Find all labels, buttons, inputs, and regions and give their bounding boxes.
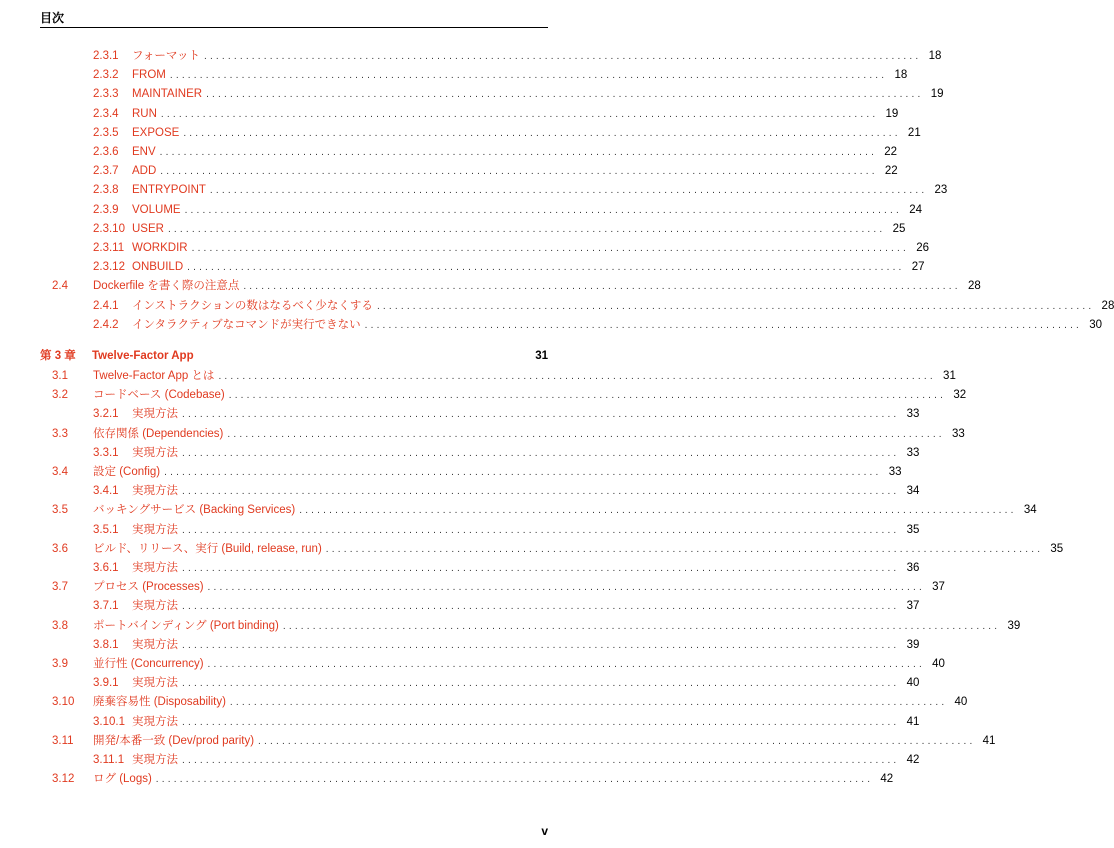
page-number: v — [541, 824, 548, 838]
toc-page-number: 39 — [906, 638, 920, 651]
toc-number: 2.3.1 — [93, 50, 119, 62]
toc-title: 並行性 (Concurrency) — [93, 658, 204, 670]
toc-page-number: 22 — [884, 146, 898, 158]
toc-subsection[interactable] — [93, 48, 942, 65]
toc-subsection[interactable] — [93, 560, 920, 577]
page-title: 目次 — [40, 11, 65, 25]
dot-leader: ........................................................................................................................ — [206, 89, 924, 101]
dot-leader: ........................................................................................................................ — [364, 319, 1083, 331]
toc-title: インタラクティブなコマンドが実行できない — [132, 318, 361, 331]
toc-title: ENV — [132, 146, 156, 158]
toc-subsection[interactable] — [93, 637, 920, 654]
toc-subsection[interactable] — [93, 144, 898, 161]
toc-number: 2.4.1 — [93, 299, 119, 312]
toc-page-number: 25 — [892, 222, 906, 235]
toc-title: バッキングサービス (Backing Services) — [93, 504, 296, 517]
toc-number: 3.5 — [52, 504, 68, 517]
toc-title: 実現方法 — [132, 638, 178, 651]
toc-subsection[interactable] — [93, 714, 920, 731]
toc-page-number: 31 — [535, 350, 548, 362]
toc-section[interactable] — [52, 368, 956, 385]
dot-leader: ........................................................................................................................ — [159, 147, 878, 158]
dot-leader: ........................................................................................................................ — [182, 601, 900, 613]
toc-subsection[interactable] — [93, 317, 1103, 334]
toc-page-number: 19 — [930, 88, 944, 101]
toc-number: 3.10 — [52, 696, 75, 709]
toc-number: 2.4.2 — [93, 318, 119, 331]
dot-leader: ........................................................................................................................ — [218, 371, 936, 382]
toc-section[interactable] — [52, 464, 902, 481]
toc-number: 3.2 — [52, 389, 68, 402]
toc-page-number: 37 — [906, 600, 920, 613]
toc-page-number: 35 — [906, 523, 920, 536]
toc-title: Twelve-Factor App — [92, 350, 194, 362]
toc-section[interactable] — [52, 541, 1064, 558]
dot-leader: ........................................................................................................................ — [258, 735, 976, 747]
toc-number: 2.3.4 — [93, 107, 119, 120]
toc-subsection[interactable] — [93, 163, 898, 180]
dot-leader: ........................................................................................................................ — [182, 447, 900, 459]
toc-title: VOLUME — [132, 203, 181, 216]
toc-page-number: 36 — [906, 562, 920, 574]
toc-number: 3.4.1 — [93, 485, 119, 498]
toc-page-number: 33 — [906, 408, 920, 421]
toc-number: 2.3.3 — [93, 88, 119, 101]
toc-subsection[interactable] — [93, 259, 925, 276]
toc-number: 3.6 — [52, 542, 68, 555]
toc-number: 3.8 — [52, 619, 68, 632]
toc-title: インストラクションの数はなるべく少なくする — [132, 299, 373, 312]
toc-section[interactable] — [52, 771, 894, 788]
toc-number: 3.5.1 — [93, 523, 119, 536]
toc-page-number: 23 — [934, 184, 948, 197]
toc-subsection[interactable] — [93, 522, 920, 539]
toc-page-number: 40 — [906, 677, 920, 690]
toc-title: 依存関係 (Dependencies) — [93, 427, 224, 440]
toc-chapter[interactable] — [40, 348, 548, 365]
toc-title: 実現方法 — [132, 715, 178, 728]
toc-section[interactable] — [52, 502, 1037, 519]
toc-title: USER — [132, 222, 164, 235]
toc-subsection[interactable] — [93, 125, 921, 142]
dot-leader: ........................................................................................................................ — [164, 467, 882, 478]
toc-page-number: 31 — [943, 370, 956, 382]
toc-page-number: 28 — [1101, 299, 1114, 312]
toc-page-number: 18 — [928, 50, 942, 62]
dot-leader: ........................................................................................................................ — [155, 774, 874, 786]
dot-leader: ........................................................................................................................ — [376, 300, 1095, 312]
toc-page-number: 42 — [880, 773, 894, 786]
toc-page-number: 35 — [1050, 542, 1064, 555]
toc-page-number: 40 — [932, 658, 945, 670]
dot-leader: ........................................................................................................................ — [183, 127, 901, 139]
toc-page-number: 42 — [906, 754, 920, 766]
toc-page-number: 21 — [907, 126, 921, 139]
toc-page-number: 41 — [906, 715, 920, 728]
toc-title: 実現方法 — [132, 446, 178, 459]
toc-page-number: 18 — [894, 69, 908, 82]
toc-subsection[interactable] — [93, 483, 920, 500]
toc-section[interactable] — [52, 579, 945, 596]
toc-page-number: 27 — [911, 261, 925, 274]
dot-leader: ........................................................................................................................ — [182, 678, 900, 690]
toc-page-number: 33 — [952, 427, 965, 440]
dot-leader: ........................................................................................................................ — [209, 185, 928, 197]
dot-leader: ........................................................................................................................ — [182, 409, 900, 421]
toc-subsection[interactable] — [93, 221, 906, 238]
toc-page-number: 28 — [967, 280, 981, 293]
dot-leader: ........................................................................................................................ — [229, 697, 948, 709]
toc-section[interactable] — [52, 278, 981, 295]
toc-page-number: 37 — [932, 581, 945, 594]
toc-page-number: 39 — [1007, 619, 1021, 632]
toc-number: 2.3.7 — [93, 165, 119, 178]
toc-subsection[interactable] — [93, 86, 944, 103]
dot-leader: ........................................................................................................................ — [182, 524, 900, 536]
toc-section[interactable] — [52, 618, 1021, 635]
dot-leader: ........................................................................................................................ — [191, 243, 909, 254]
toc-title: Dockerfile を書く際の注意点 — [93, 280, 240, 293]
dot-leader: ........................................................................................................................ — [207, 659, 925, 670]
toc-number: 3.11.1 — [93, 754, 125, 766]
toc-number: 3.12 — [52, 773, 75, 786]
toc-title: 廃棄容易性 (Disposability) — [93, 696, 226, 709]
toc-number: 2.4 — [52, 280, 68, 293]
dot-leader: ........................................................................................................................ — [243, 281, 961, 293]
toc-title: ポートバインディング (Port binding) — [93, 619, 279, 632]
toc-page-number: 40 — [954, 696, 968, 709]
toc-number: 2.3.8 — [93, 184, 119, 197]
toc-page-number: 22 — [884, 165, 898, 178]
toc-title: RUN — [132, 107, 157, 120]
toc-subsection[interactable] — [93, 67, 908, 84]
dot-leader: ........................................................................................................................ — [203, 51, 922, 62]
toc-number: 3.7 — [52, 581, 68, 594]
toc-page-number: 33 — [906, 446, 920, 459]
toc-number: 3.6.1 — [93, 562, 119, 574]
toc-subsection[interactable] — [93, 598, 920, 615]
toc-title: 開発/本番一致 (Dev/prod parity) — [93, 734, 255, 747]
toc-number: 2.3.11 — [93, 242, 125, 254]
toc-title: コードベース (Codebase) — [93, 389, 225, 402]
toc-number: 3.9 — [52, 658, 68, 670]
toc-page-number: 32 — [953, 389, 967, 402]
dot-leader: ........................................................................................................................ — [182, 563, 900, 574]
toc-section[interactable] — [52, 694, 968, 711]
toc-title: ADD — [132, 165, 157, 178]
toc-number: 3.3.1 — [93, 446, 119, 459]
toc-section[interactable] — [52, 733, 996, 750]
toc-number: 2.3.12 — [93, 261, 125, 274]
toc-subsection[interactable] — [93, 240, 929, 257]
toc-number: 3.1 — [52, 370, 68, 382]
dot-leader: ........................................................................................................................ — [182, 486, 900, 498]
toc-title: ONBUILD — [132, 261, 184, 274]
toc-page-number: 33 — [888, 466, 902, 478]
dot-leader: ........................................................................................................................ — [182, 716, 900, 728]
toc-number: 3.7.1 — [93, 600, 119, 613]
toc-title: Twelve-Factor App とは — [93, 370, 215, 382]
toc-page-number: 19 — [885, 107, 899, 120]
toc-title: ビルド、リリース、実行 (Build, release, run) — [93, 542, 322, 555]
toc-number: 2.3.2 — [93, 69, 119, 82]
toc-page-number: 30 — [1089, 318, 1103, 331]
toc-page-number: 26 — [916, 242, 929, 254]
dot-leader: ........................................................................................................................ — [282, 620, 1001, 632]
toc-subsection[interactable] — [93, 406, 920, 423]
toc-section[interactable] — [52, 387, 967, 404]
dot-leader: ........................................................................................................................ — [160, 108, 879, 120]
toc-subsection[interactable] — [93, 675, 920, 692]
toc-subsection[interactable] — [93, 106, 899, 123]
toc-title: ログ (Logs) — [93, 773, 152, 786]
toc-section[interactable] — [52, 426, 965, 443]
toc-title: 実現方法 — [132, 754, 178, 766]
toc-title: 実現方法 — [132, 408, 178, 421]
dot-leader: ........................................................................................................................ — [227, 428, 945, 440]
toc-page-number: 41 — [982, 734, 996, 747]
dot-leader: ........................................................................................................................ — [182, 639, 900, 651]
toc-title: フォーマット — [132, 50, 200, 62]
toc-title: 実現方法 — [132, 562, 178, 574]
dot-leader: ........................................................................................................................ — [299, 505, 1017, 517]
toc-page-number: 24 — [909, 203, 922, 216]
dot-leader: ........................................................................................................................ — [184, 204, 902, 216]
toc-title: プロセス (Processes) — [93, 581, 204, 594]
toc-title: 実現方法 — [132, 523, 178, 536]
toc-subsection[interactable] — [93, 202, 922, 219]
toc-subsection[interactable] — [93, 752, 920, 769]
toc-number: 2.3.5 — [93, 126, 119, 139]
toc-title: ENTRYPOINT — [132, 184, 206, 197]
toc-number: 2.3.9 — [93, 203, 119, 216]
toc-number: 第 3 章 — [40, 350, 76, 362]
toc-section[interactable] — [52, 656, 945, 673]
dot-leader: ........................................................................................................................ — [187, 262, 905, 274]
toc-number: 3.4 — [52, 466, 68, 478]
toc-page-number: 34 — [906, 485, 920, 498]
toc-title: EXPOSE — [132, 126, 180, 139]
toc-subsection[interactable] — [93, 182, 948, 199]
toc-page-number: 34 — [1023, 504, 1037, 517]
toc-title: FROM — [132, 69, 166, 82]
toc-title: WORKDIR — [132, 242, 188, 254]
toc-number: 3.3 — [52, 427, 68, 440]
dot-leader: ........................................................................................................................ — [182, 755, 900, 766]
toc-number: 3.8.1 — [93, 638, 119, 651]
toc-number: 2.3.6 — [93, 146, 119, 158]
toc-number: 3.11 — [52, 734, 74, 747]
toc-number: 3.10.1 — [93, 715, 125, 728]
toc-number: 3.2.1 — [93, 408, 119, 421]
toc-title: 実現方法 — [132, 677, 178, 690]
dot-leader: ........................................................................................................................ — [160, 166, 878, 178]
dot-leader: ........................................................................................................................ — [169, 70, 888, 82]
dot-leader: ........................................................................................................................ — [325, 543, 1044, 555]
dot-leader: ........................................................................................................................ — [228, 390, 947, 402]
toc-number: 3.9.1 — [93, 677, 119, 690]
toc-subsection[interactable] — [93, 445, 920, 462]
toc-title: 実現方法 — [132, 485, 178, 498]
toc-title: MAINTAINER — [132, 88, 203, 101]
toc-title: 設定 (Config) — [93, 466, 161, 478]
dot-leader: ........................................................................................................................ — [207, 582, 925, 594]
toc-title: 実現方法 — [132, 600, 178, 613]
toc-number: 2.3.10 — [93, 222, 125, 235]
toc-subsection[interactable] — [93, 298, 1114, 315]
dot-leader: ........................................................................................................................ — [167, 223, 886, 235]
